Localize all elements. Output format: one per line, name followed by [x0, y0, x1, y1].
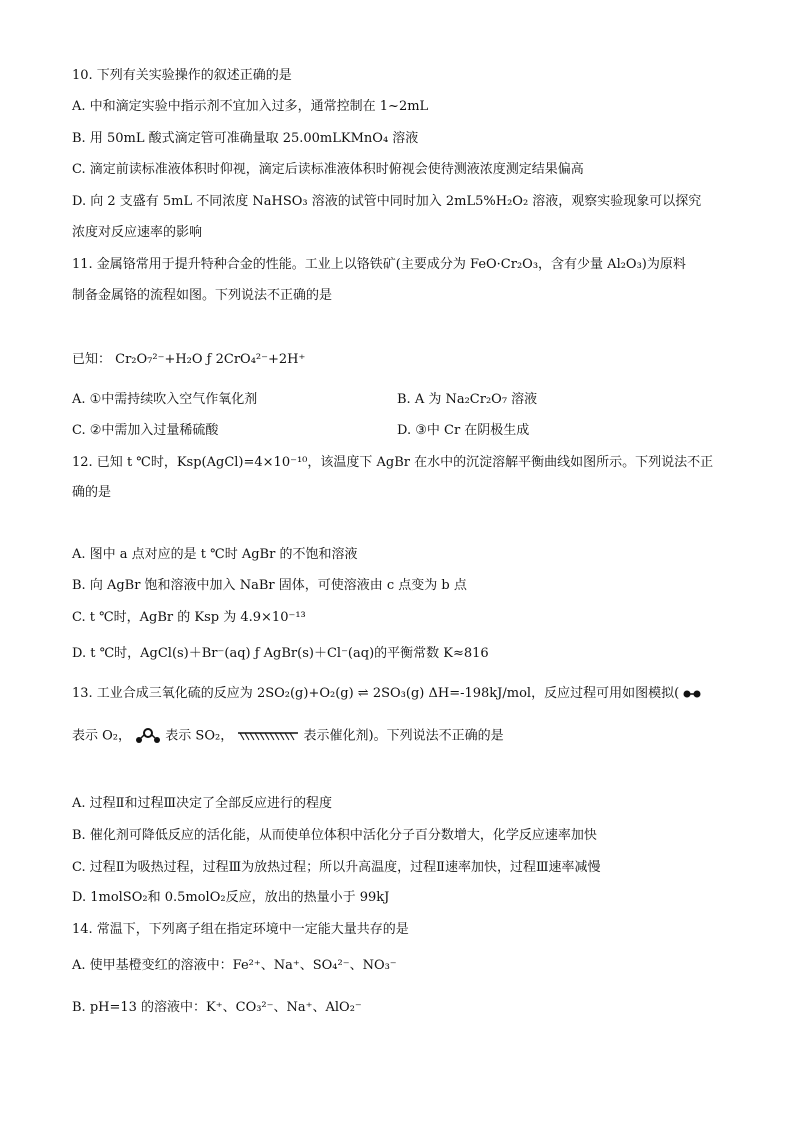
q10-option-a: A. 中和滴定实验中指示剂不宜加入过多，通常控制在 1~2mL: [72, 99, 429, 114]
q13-option-a: A. 过程Ⅱ和过程Ⅲ决定了全部反应进行的程度: [72, 796, 333, 811]
q12-stem-line1: 12. 已知 t ℃时，Ksp(AgCl)=4×10⁻¹⁰，该温度下 AgBr 在水中的沉淀溶解平衡曲线如图所示。下列说法不正: [72, 455, 714, 470]
q11-known-equation: 已知： Cr₂O₇²⁻+H₂O ƒ 2CrO₄²⁻+2H⁺: [72, 352, 306, 367]
q12-option-d: D. t ℃时，AgCl(s)＋Br⁻(aq) ƒ AgBr(s)＋Cl⁻(aq)的平衡常数 K≈816: [72, 646, 489, 661]
q13-stem-text: 13. 工业合成三氧化硫的反应为 2SO₂(g)+O₂(g) ⇌ 2SO₃(g) ΔH=-198kJ/mol，反应过程可用如图模拟(: [72, 686, 680, 701]
q11-option-c: C. ②中需加入过量稀硫酸: [72, 423, 219, 438]
q12-option-c: C. t ℃时，AgBr 的 Ksp 为 4.9×10⁻¹³: [72, 610, 306, 625]
q14-option-b: B. pH=13 的溶液中：K⁺、CO₃²⁻、Na⁺、AlO₂⁻: [72, 1000, 362, 1015]
q14-option-a: A. 使甲基橙变红的溶液中：Fe²⁺、Na⁺、SO₄²⁻、NO₃⁻: [72, 958, 397, 973]
q10-option-b: B. 用 50mL 酸式滴定管可准确量取 25.00mLKMnO₄ 溶液: [72, 131, 419, 146]
q14-stem: 14. 常温下，下列离子组在指定环境中一定能大量共存的是: [72, 922, 409, 937]
q13-option-d: D. 1molSO₂和 0.5molO₂反应，放出的热量小于 99kJ: [72, 890, 390, 905]
q11-stem-line2: 制备金属铬的流程如图。下列说法不正确的是: [72, 288, 333, 303]
catalyst-hatch-icon: [237, 731, 299, 741]
q11-option-d: D. ③中 Cr 在阴极生成: [397, 423, 530, 438]
q11-stem-line1: 11. 金属铬常用于提升特种合金的性能。工业上以铬铁矿(主要成分为 FeO·Cr₂O₃，含有少量 Al₂O₃)为原料: [72, 257, 686, 272]
q13-legend-catalyst-label: 表示催化剂)。下列说法不正确的是: [303, 728, 504, 744]
so2-molecule-icon: [135, 728, 161, 744]
q11-option-a: A. ①中需持续吹入空气作氧化剂: [72, 392, 258, 407]
q13-option-c: C. 过程Ⅱ为吸热过程，过程Ⅲ为放热过程；所以升高温度，过程Ⅱ速率加快，过程Ⅲ速率减慢: [72, 860, 601, 875]
q10-option-d-line1: D. 向 2 支盛有 5mL 不同浓度 NaHSO₃ 溶液的试管中同时加入 2mL5%H₂O₂ 溶液，观察实验现象可以探究: [72, 194, 702, 209]
q13-legend-so2-label: 表示 SO₂，: [165, 728, 234, 744]
q12-option-a: A. 图中 a 点对应的是 t ℃时 AgBr 的不饱和溶液: [72, 547, 358, 562]
q10-option-d-line2: 浓度对反应速率的影响: [72, 225, 203, 240]
q10-stem: 10. 下列有关实验操作的叙述正确的是: [72, 68, 292, 83]
q13-stem-line2: [72, 728, 504, 745]
q11-option-b: B. A 为 Na₂Cr₂O₇ 溶液: [397, 392, 538, 407]
q13-legend-o2-label: 表示 O₂，: [72, 728, 132, 744]
q12-stem-line2: 确的是: [72, 485, 112, 500]
q13-stem-line1: [72, 686, 701, 702]
q10-option-c: C. 滴定前读标准液体积时仰视，滴定后读标准液体积时俯视会使待测液浓度测定结果偏高: [72, 162, 584, 177]
q12-option-b: B. 向 AgBr 饱和溶液中加入 NaBr 固体，可使溶液由 c 点变为 b 点: [72, 578, 467, 593]
q13-option-b: B. 催化剂可降低反应的活化能，从而使单位体积中活化分子百分数增大，化学反应速率加快: [72, 828, 597, 843]
o2-molecule-icon: [683, 689, 701, 699]
